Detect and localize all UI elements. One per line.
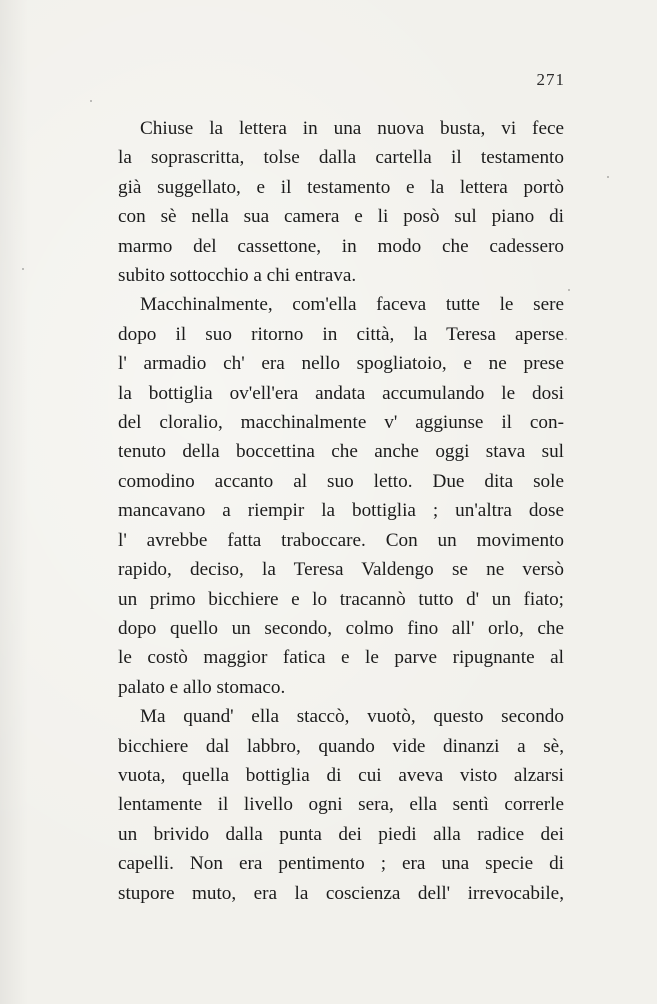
text-line: un primo bicchiere e lo tracannò tutto d' un fiato;	[118, 588, 564, 610]
paper-speck	[607, 176, 609, 178]
text-line: l' armadio ch' era nello spogliatoio, e ne prese	[118, 353, 564, 375]
text-line: palato e allo stomaco.	[118, 676, 286, 698]
text-line: lentamente il livello ogni sera, ella sentì correrle	[118, 794, 564, 816]
page-number: 271	[536, 70, 565, 89]
text-line: già suggellato, e il testamento e la lettera portò	[118, 176, 564, 198]
text-line: comodino accanto al suo letto. Due dita sole	[118, 470, 564, 492]
text-line: Ma quand' ella staccò, vuotò, questo secondo	[140, 706, 564, 728]
text-line: bicchiere dal labbro, quando vide dinanzi a sè,	[118, 735, 564, 757]
text-line: stupore muto, era la coscienza dell' irrevocabile,	[118, 882, 564, 904]
text-line: l' avrebbe fatta traboccare. Con un movimento	[118, 529, 564, 551]
text-line: con sè nella sua camera e li posò sul piano di	[118, 206, 564, 228]
text-line: capelli. Non era pentimento ; era una specie di	[118, 853, 564, 875]
text-line: dopo quello un secondo, colmo fino all' orlo, che	[118, 617, 564, 639]
text-line: marmo del cassettone, in modo che cadessero	[118, 235, 564, 257]
text-line: vuota, quella bottiglia di cui aveva visto alzarsi	[118, 764, 564, 786]
text-line: la bottiglia ov'ell'era andata accumulando le dosi	[118, 382, 564, 404]
paragraph-1	[118, 114, 564, 290]
text-line: dopo il suo ritorno in città, la Teresa aperse	[118, 323, 564, 345]
text-line: rapido, deciso, la Teresa Valdengo se ne versò	[118, 559, 564, 581]
body-text	[118, 114, 564, 908]
text-line: un brivido dalla punta dei piedi alla radice dei	[118, 823, 564, 845]
text-line: le costò maggior fatica e le parve ripugnante al	[118, 647, 564, 669]
paper-speck	[565, 338, 567, 340]
text-line: mancavano a riempir la bottiglia ; un'altra dose	[118, 500, 564, 522]
paper-speck	[22, 268, 24, 270]
paper-speck	[90, 100, 92, 102]
paragraph-2	[118, 290, 564, 702]
paragraph-3	[118, 702, 564, 908]
text-line: la soprascritta, tolse dalla cartella il testamento	[118, 147, 564, 169]
text-line: del cloralio, macchinalmente v' aggiunse il con-	[118, 412, 564, 434]
text-line: Macchinalmente, com'ella faceva tutte le sere	[140, 294, 564, 316]
text-line: tenuto della boccettina che anche oggi stava sul	[118, 441, 564, 463]
text-line: Chiuse la lettera in una nuova busta, vi fece	[140, 118, 564, 139]
paper-speck	[568, 289, 570, 291]
text-line: subito sottocchio a chi entrava.	[118, 265, 357, 287]
